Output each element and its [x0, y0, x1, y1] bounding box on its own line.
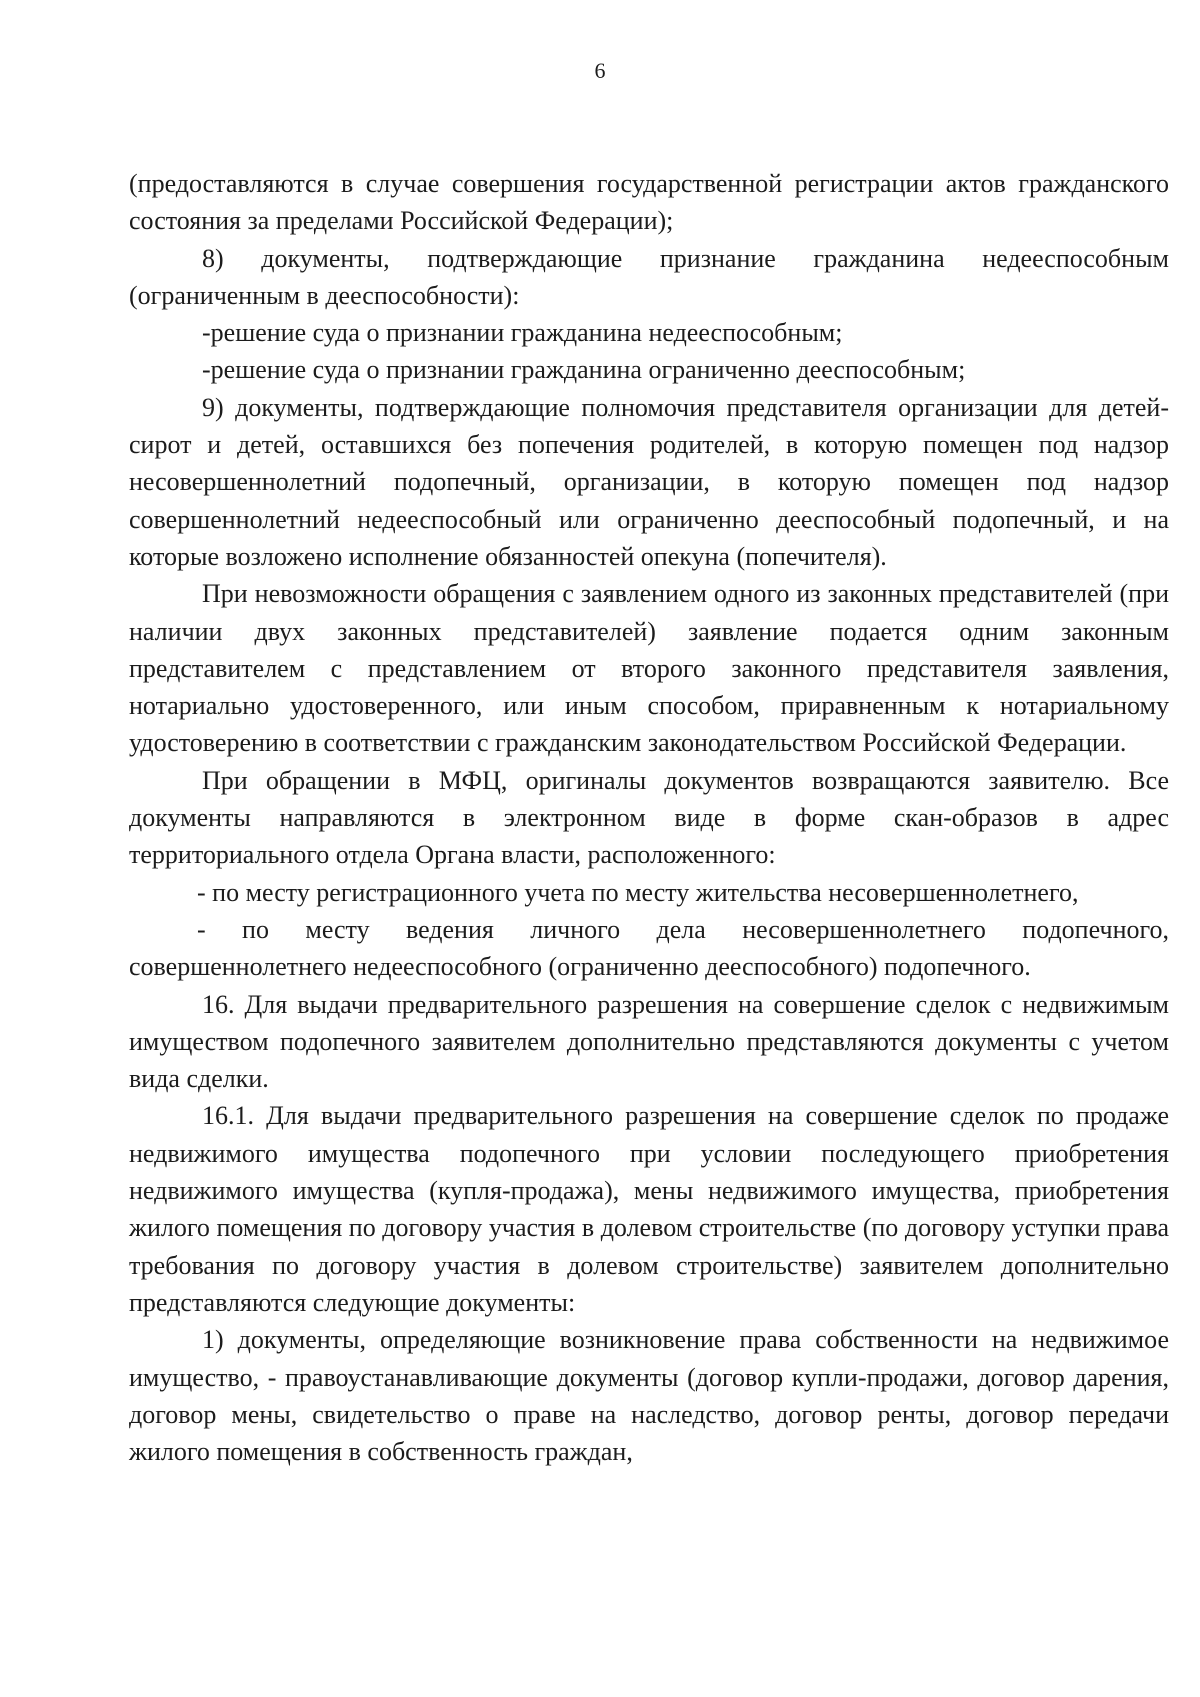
paragraph-item-9: 9) документы, подтверждающие полномочия представителя организации для детей-сирот и детей, оставшихся без попечения родителей, в которую помещен под надзор несовершеннолетний подопечный, организации, в которую помещен под надзор совершеннолетний недееспособный или ограниченно дееспособный подопечный, и на которые возложено исполнение обязанностей опекуна (попечителя).: [129, 392, 1169, 571]
paragraph-mfc: При обращении в МФЦ, оригиналы документов возвращаются заявителю. Все документы направляются в электронном виде в форме скан-образов в адрес территориального отдела Органа власти, расположенного:: [129, 765, 1169, 870]
paragraph-court-decision-incapable: -решение суда о признании гражданина недееспособным;: [202, 318, 843, 348]
page-number: 6: [594, 58, 606, 83]
paragraph-personal-file-place: - по месту ведения личного дела несовершеннолетнего подопечного, совершеннолетнего недееспособного (ограниченно дееспособного) подопечного.: [129, 914, 1169, 982]
paragraph-section-16-1: 16.1. Для выдачи предварительного разрешения на совершение сделок по продаже недвижимого имущества подопечного при условии последующего приобретения недвижимого имущества (купля-продажа), мены недвижимого имущества, приобретения жилого помещения по договору участия в долевом строительстве (по договору уступки права требования по договору участия в долевом строительстве) заявителем дополнительно представляются следующие документы:: [129, 1101, 1169, 1317]
paragraph-item-1: 1) документы, определяющие возникновение права собственности на недвижимое имущество, - правоустанавливающие документы (договор купли-продажи, договор дарения, договор мены, свидетельство о праве на наследство, договор ренты, договор передачи жилого помещения в собственность граждан,: [129, 1325, 1169, 1467]
document-body: [129, 165, 1169, 1470]
paragraph-court-decision-limited: -решение суда о признании гражданина ограниченно дееспособным;: [202, 355, 966, 385]
paragraph-registration-place: - по месту регистрационного учета по месту жительства несовершеннолетнего,: [197, 877, 1079, 907]
paragraph-continuation: (предоставляются в случае совершения государственной регистрации актов гражданского состояния за пределами Российской Федерации);: [129, 169, 1169, 236]
paragraph-item-8: 8) документы, подтверждающие признание гражданина недееспособным (ограниченным в дееспособности):: [129, 243, 1169, 310]
paragraph-legal-representatives: При невозможности обращения с заявлением одного из законных представителей (при наличии двух законных представителей) заявление подается одним законным представителем с представлением от второго законного представителя заявления, нотариально удостоверенного, или иным способом, приравненным к нотариальному удостоверению в соответствии с гражданским законодательством Российской Федерации.: [129, 579, 1169, 758]
paragraph-section-16: 16. Для выдачи предварительного разрешения на совершение сделок с недвижимым имуществом подопечного заявителем дополнительно представляются документы с учетом вида сделки.: [129, 989, 1169, 1094]
